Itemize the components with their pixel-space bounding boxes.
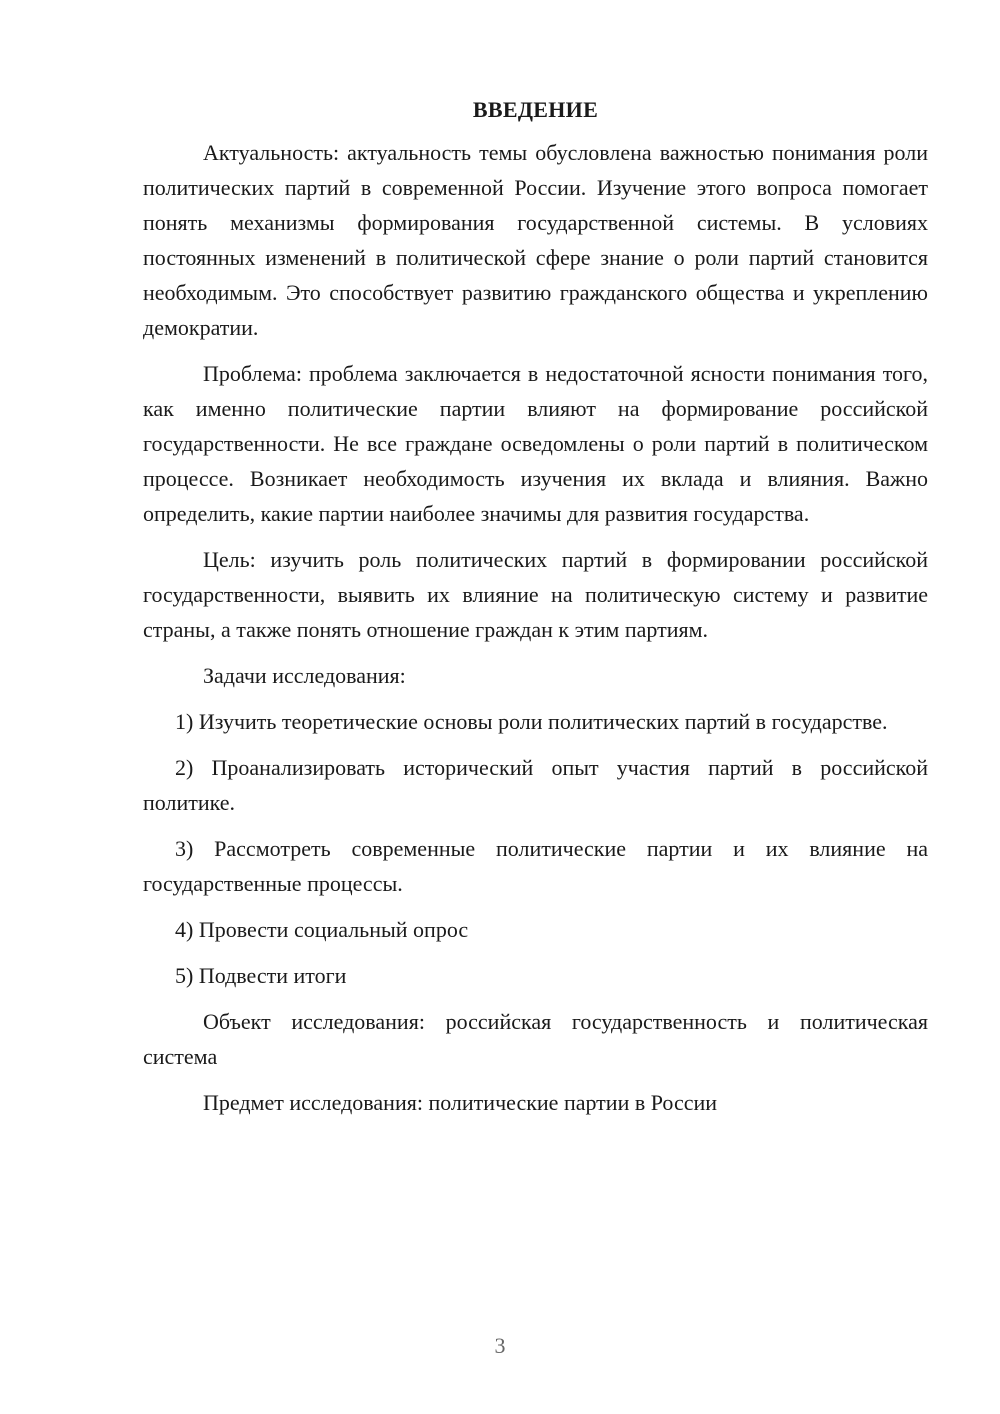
page-content — [143, 92, 928, 1131]
task-item-1: 1) Изучить теоретические основы роли политических партий в государстве. — [175, 709, 888, 734]
goal-paragraph: Цель: изучить роль политических партий в формировании российской государственности, выявить их влияние на политическую систему и развитие страны, а также понять отношение граждан к этим партиям. — [143, 547, 928, 642]
task-item-4: 4) Провести социальный опрос — [175, 917, 469, 942]
problem-paragraph: Проблема: проблема заключается в недостаточной ясности понимания того, как именно политические партии влияют на формирование российской государственности. Не все граждане осведомлены о роли партий в политическом процессе. Возникает необходимость изучения их вклада и влияния. Важно определить, какие партии наиболее значимы для развития государства. — [143, 361, 928, 526]
research-object: Объект исследования: российская государственность и политическая система — [143, 1009, 928, 1069]
page-number: 3 — [494, 1333, 506, 1358]
relevance-paragraph: Актуальность: актуальность темы обусловлена важностью понимания роли политических партий в современной России. Изучение этого вопроса помогает понять механизмы формирования государственной системы. В условиях постоянных изменений в политической сфере знание о роли партий становится необходимым. Это способствует развитию гражданского общества и укреплению демократии. — [143, 140, 928, 340]
section-title: ВВЕДЕНИЕ — [472, 97, 599, 122]
task-item-5: 5) Подвести итоги — [175, 963, 347, 988]
task-item-3: 3) Рассмотреть современные политические партии и их влияние на государственные процессы. — [143, 836, 928, 896]
task-item-2: 2) Проанализировать исторический опыт участия партий в российской политике. — [143, 755, 928, 815]
tasks-heading: Задачи исследования: — [203, 663, 406, 688]
research-subject: Предмет исследования: политические партии в России — [203, 1090, 718, 1115]
